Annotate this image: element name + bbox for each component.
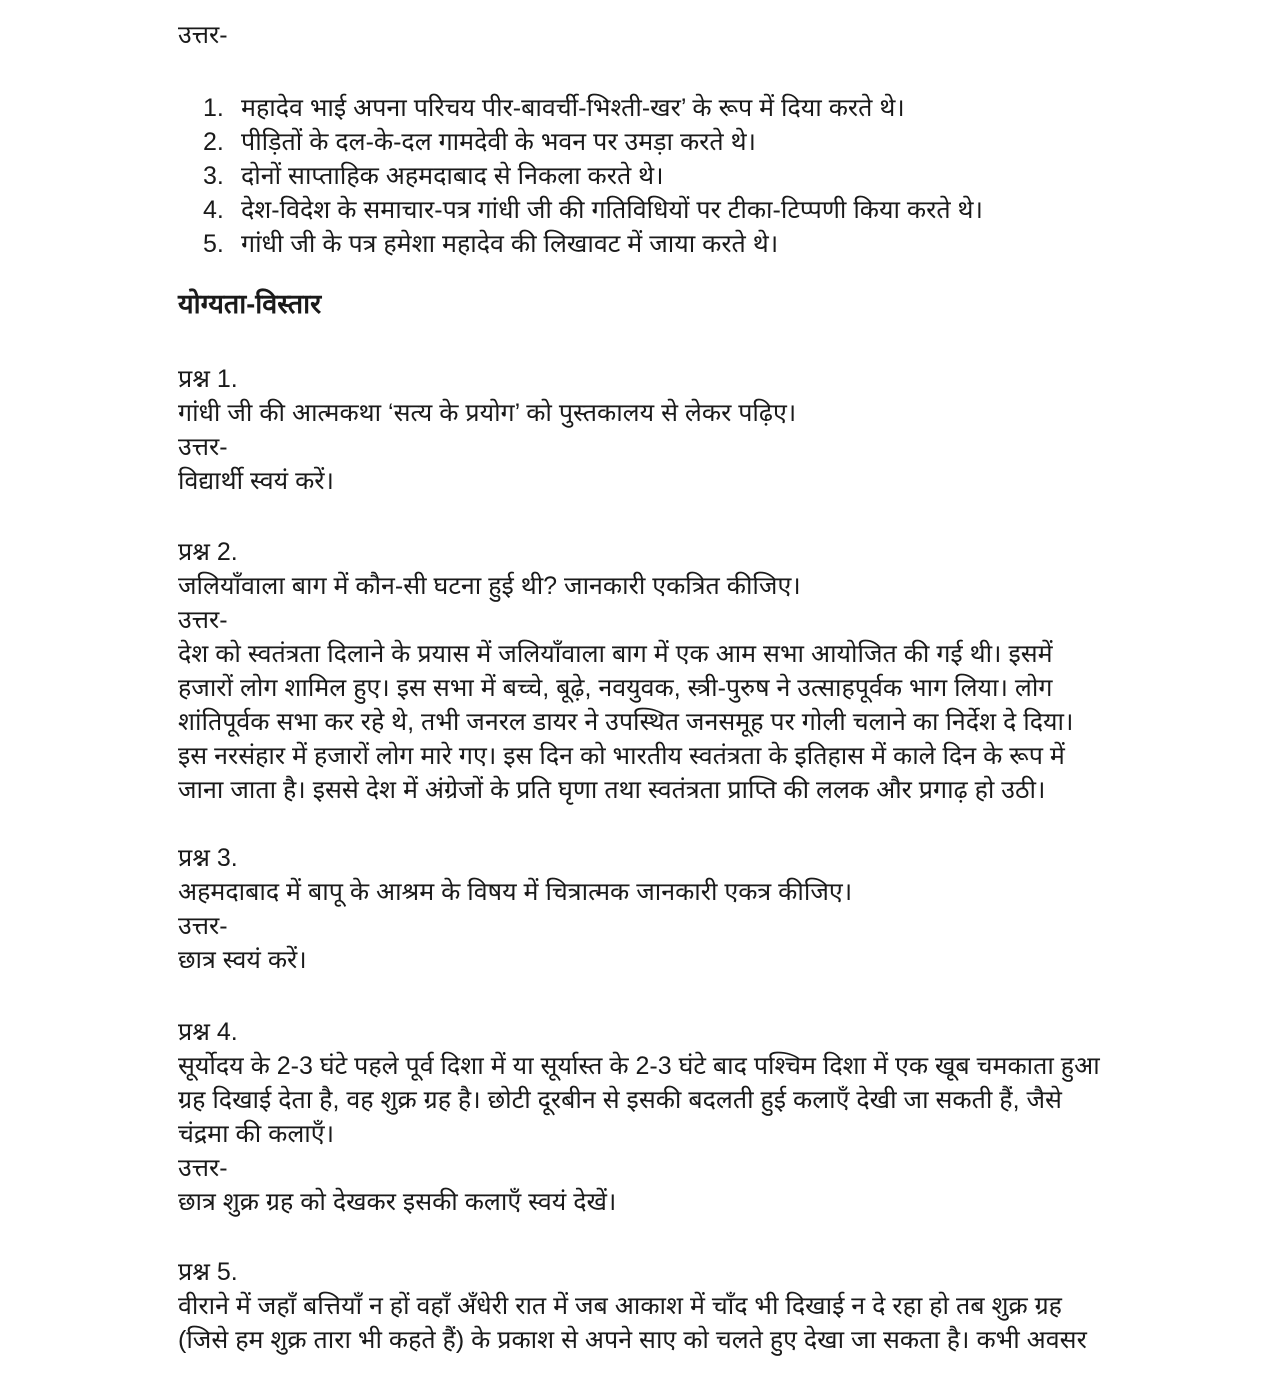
answer-list bbox=[178, 91, 983, 261]
question-text: ग्रह दिखाई देता है, वह शुक्र ग्रह है। छोटी दूरबीन से इसकी बदलती हुई कलाएँ देखी जा सकती हैं, जैसे bbox=[178, 1086, 1062, 1114]
answer-text: छात्र स्वयं करें। bbox=[178, 946, 307, 974]
question-block bbox=[178, 1255, 1087, 1357]
answer-text: हजारों लोग शामिल हुए। इस सभा में बच्चे, बूढ़े, नवयुवक, स्त्री-पुरुष ने उत्साहपूर्वक भाग लिया। लोग bbox=[178, 674, 1053, 702]
question-text: वीराने में जहाँ बत्तियाँ न हों वहाँ अँधेरी रात में जब आकाश में चाँद भी दिखाई न दे रहा हो तब शुक्र ग्रह bbox=[178, 1292, 1062, 1320]
list-item bbox=[178, 193, 983, 227]
question-text: सूर्योदय के 2-3 घंटे पहले पूर्व दिशा में या सूर्यास्त के 2-3 घंटे बाद पश्चिम दिशा में एक खूब चमकाता हुआ bbox=[178, 1052, 1100, 1080]
question-block bbox=[178, 362, 796, 498]
question-label: प्रश्न 5. bbox=[178, 1258, 238, 1286]
answer-label: उत्तर- bbox=[178, 1154, 228, 1182]
list-item bbox=[178, 91, 983, 125]
answer-label: उत्तर- bbox=[178, 912, 228, 940]
answer-text: छात्र शुक्र ग्रह को देखकर इसकी कलाएँ स्वयं देखें। bbox=[178, 1188, 617, 1216]
question-text: जलियाँवाला बाग में कौन-सी घटना हुई थी? जानकारी एकत्रित कीजिए। bbox=[178, 572, 801, 600]
list-item bbox=[178, 159, 983, 193]
list-number: 1. bbox=[203, 94, 224, 122]
question-label: प्रश्न 1. bbox=[178, 365, 238, 393]
answer-text: विद्यार्थी स्वयं करें। bbox=[178, 467, 334, 495]
question-text: गांधी जी की आत्मकथा ‘सत्य के प्रयोग’ को पुस्तकालय से लेकर पढ़िए। bbox=[178, 399, 797, 427]
list-item bbox=[178, 227, 983, 261]
question-text: (जिसे हम शुक्र तारा भी कहते हैं) के प्रकाश से अपने साए को चलते हुए देखा जा सकता है। कभी अवसर bbox=[178, 1326, 1087, 1354]
list-number: 3. bbox=[203, 162, 224, 190]
question-block bbox=[178, 841, 852, 977]
list-text: दोनों साप्ताहिक अहमदाबाद से निकला करते थे। bbox=[241, 162, 664, 190]
answer-label: उत्तर- bbox=[178, 433, 228, 461]
list-number: 2. bbox=[203, 128, 224, 156]
question-label: प्रश्न 4. bbox=[178, 1018, 238, 1046]
answer-text: इस नरसंहार में हजारों लोग मारे गए। इस दिन को भारतीय स्वतंत्रता के इतिहास में काले दिन के रूप में bbox=[178, 742, 1065, 770]
list-text: महादेव भाई अपना परिचय पीर-बावर्ची-भिश्ती-खर’ के रूप में दिया करते थे। bbox=[241, 94, 905, 122]
answer-text: जाना जाता है। इससे देश में अंग्रेजों के प्रति घृणा तथा स्वतंत्रता प्राप्ति की ललक और प्रगाढ़ हो उठी। bbox=[178, 776, 1046, 804]
question-block bbox=[178, 1015, 1100, 1219]
question-block bbox=[178, 535, 1073, 807]
answer-label: उत्तर- bbox=[178, 21, 228, 49]
list-number: 5. bbox=[203, 230, 224, 258]
section-heading: योग्यता-विस्तार bbox=[178, 289, 322, 319]
question-label: प्रश्न 2. bbox=[178, 538, 238, 566]
list-text: गांधी जी के पत्र हमेशा महादेव की लिखावट में जाया करते थे। bbox=[241, 230, 779, 258]
question-text: चंद्रमा की कलाएँ। bbox=[178, 1120, 335, 1148]
list-text: देश-विदेश के समाचार-पत्र गांधी जी की गतिविधियों पर टीका-टिप्पणी किया करते थे। bbox=[241, 196, 983, 224]
list-item bbox=[178, 125, 983, 159]
answer-text: देश को स्वतंत्रता दिलाने के प्रयास में जलियाँवाला बाग में एक आम सभा आयोजित की गई थी। इसमें bbox=[178, 640, 1053, 668]
list-number: 4. bbox=[203, 196, 224, 224]
question-label: प्रश्न 3. bbox=[178, 844, 238, 872]
list-text: पीड़ितों के दल-के-दल गामदेवी के भवन पर उमड़ा करते थे। bbox=[241, 128, 757, 156]
question-text: अहमदाबाद में बापू के आश्रम के विषय में चित्रात्मक जानकारी एकत्र कीजिए। bbox=[178, 878, 853, 906]
answer-label: उत्तर- bbox=[178, 606, 228, 634]
answer-text: शांतिपूर्वक सभा कर रहे थे, तभी जनरल डायर ने उपस्थित जनसमूह पर गोली चलाने का निर्देश दे दिया। bbox=[178, 708, 1074, 736]
